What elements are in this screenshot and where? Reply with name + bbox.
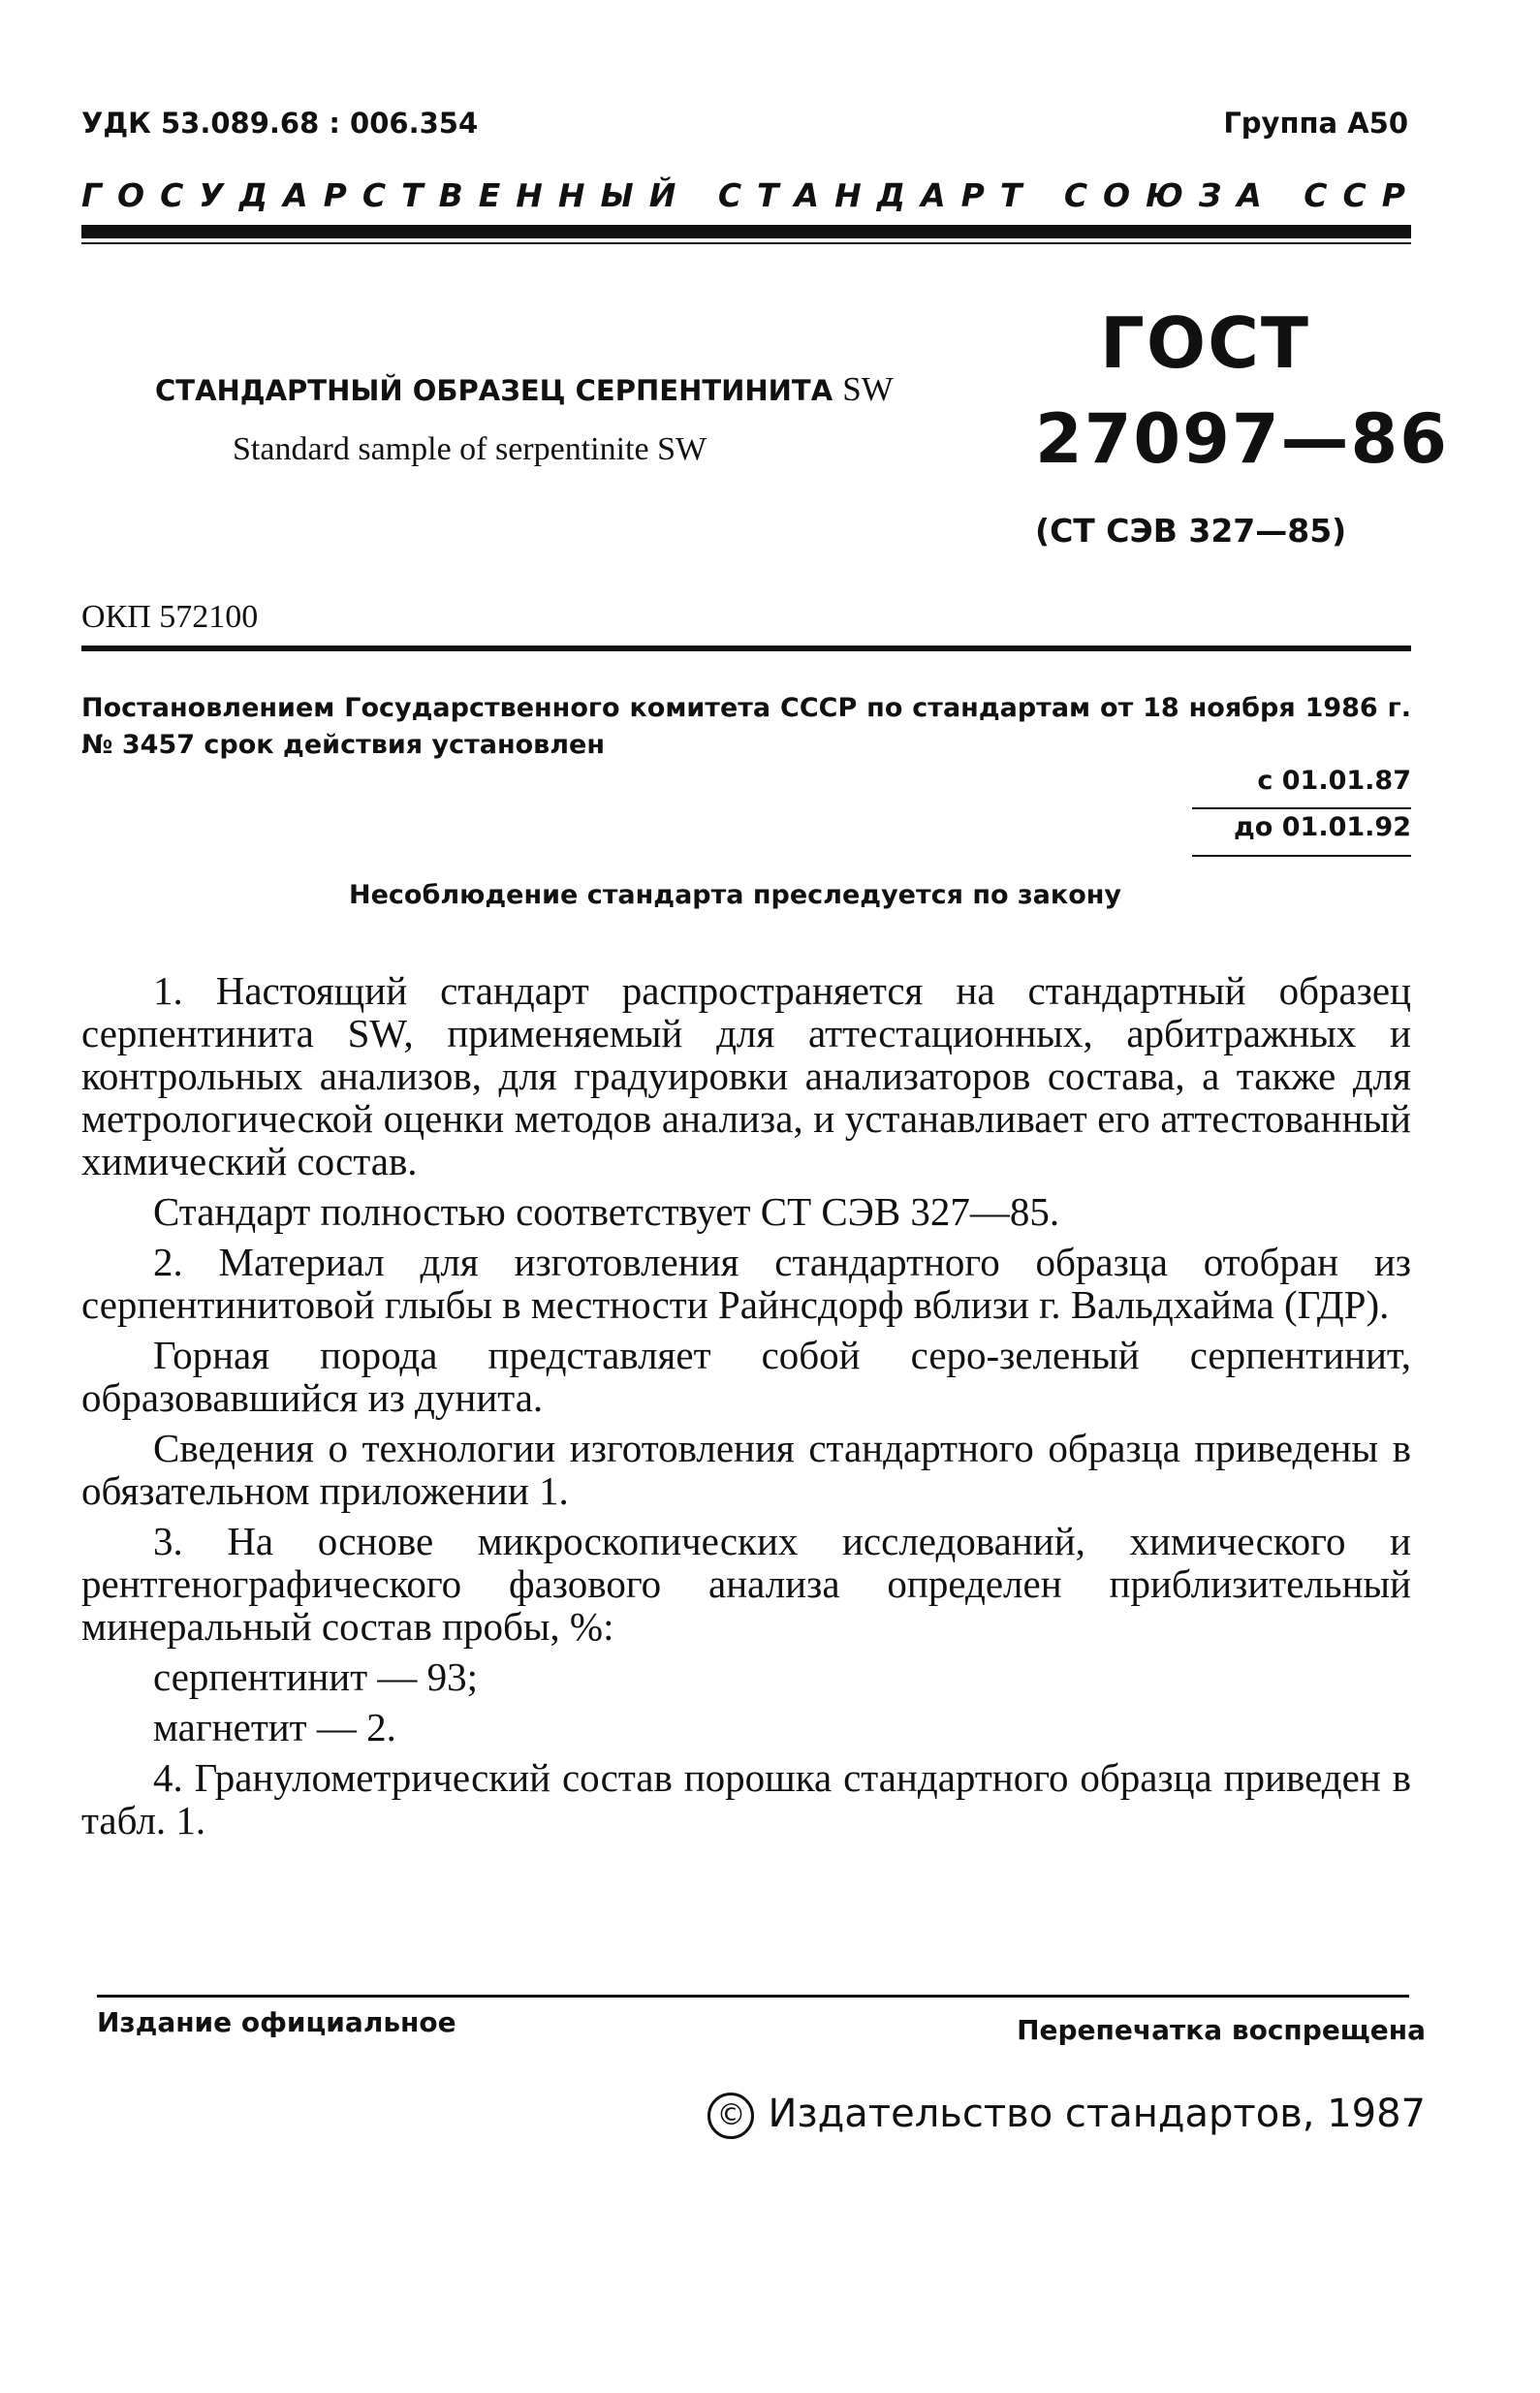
date-divider: [1192, 807, 1411, 809]
st-sev-equivalent: (СТ СЭВ 327—85): [1035, 512, 1347, 550]
publisher-name: Издательство стандартов, 1987: [768, 2092, 1426, 2136]
list-item: серпентинит — 93;: [153, 1654, 479, 1699]
gost-label: ГОСТ: [1100, 302, 1311, 384]
date-underline: [1192, 855, 1411, 857]
paragraph-mineral-composition: 3. На основе микроскопических исследований, химического и рентгенографического фазового анализа определен приблизительный минеральный состав пробы, %:: [81, 1519, 1411, 1649]
decree-text: Постановлением Государственного комитета СССР по стандартам от 18 ноября 1986 г. № 3457 срок действия установлен: [81, 693, 1411, 760]
reprint-prohibited-label: Перепечатка воспрещена: [1017, 2014, 1426, 2046]
validity-start-date: с 01.01.87: [1257, 766, 1411, 796]
paragraph-technology: Сведения о технологии изготовления стандартного образца приведены в обязательном приложении 1.: [81, 1426, 1411, 1513]
section-rule: [81, 645, 1411, 651]
title-russian-text: СТАНДАРТНЫЙ ОБРАЗЕЦ СЕРПЕНТИНИТА: [155, 374, 833, 407]
validity-end-date: до 01.01.92: [1234, 812, 1411, 842]
paragraph-scope: 1. Настоящий стандарт распространяется на стандартный образец серпентинита SW, применяемый для аттестационных, арбитражных и контрольных анализов, для градуировки анализаторов состава, а также для метрологической оценки методов анализа, и устанавливает его аттестованный химический состав.: [81, 968, 1411, 1183]
title-english: Standard sample of serpentinite SW: [233, 431, 707, 467]
paragraph-material: 2. Материал для изготовления стандартного образца отобран из серпентинитовой глыбы в местности Райнсдорф вблизи г. Вальдхайма (ГДР).: [81, 1240, 1411, 1327]
copyright-icon: ©: [707, 2093, 754, 2139]
paragraph-rock: Горная порода представляет собой серо-зеленый серпентинит, образовавшийся из дунита.: [81, 1333, 1411, 1420]
publisher-line: [707, 2092, 1426, 2139]
body-text: [81, 969, 1411, 1849]
paragraph-granulometry: 4. Гранулометрический состав порошка стандартного образца приведен в табл. 1.: [81, 1755, 1411, 1842]
group-code: Группа А50: [1223, 107, 1408, 140]
okp-code: ОКП 572100: [81, 599, 259, 635]
udk-code: УДК 53.089.68 : 006.354: [81, 107, 479, 140]
header-rule: [81, 225, 1411, 238]
gost-number: 27097—86: [1035, 399, 1449, 479]
state-standard-banner: ГОСУДАРСТВЕННЫЙ СТАНДАРТ СОЮЗА ССР: [81, 176, 1421, 214]
footer-rule: [97, 1995, 1409, 1998]
paragraph-compliance: Стандарт полностью соответствует СТ СЭВ 327—85.: [153, 1189, 1060, 1234]
header-rule-thin: [81, 242, 1411, 244]
title-russian: [155, 370, 894, 409]
penalty-notice: Несоблюдение стандарта преследуется по закону: [349, 880, 1122, 910]
title-russian-suffix: SW: [842, 370, 894, 408]
official-edition-label: Издание официальное: [97, 2006, 456, 2038]
list-item: магнетит — 2.: [153, 1705, 396, 1749]
